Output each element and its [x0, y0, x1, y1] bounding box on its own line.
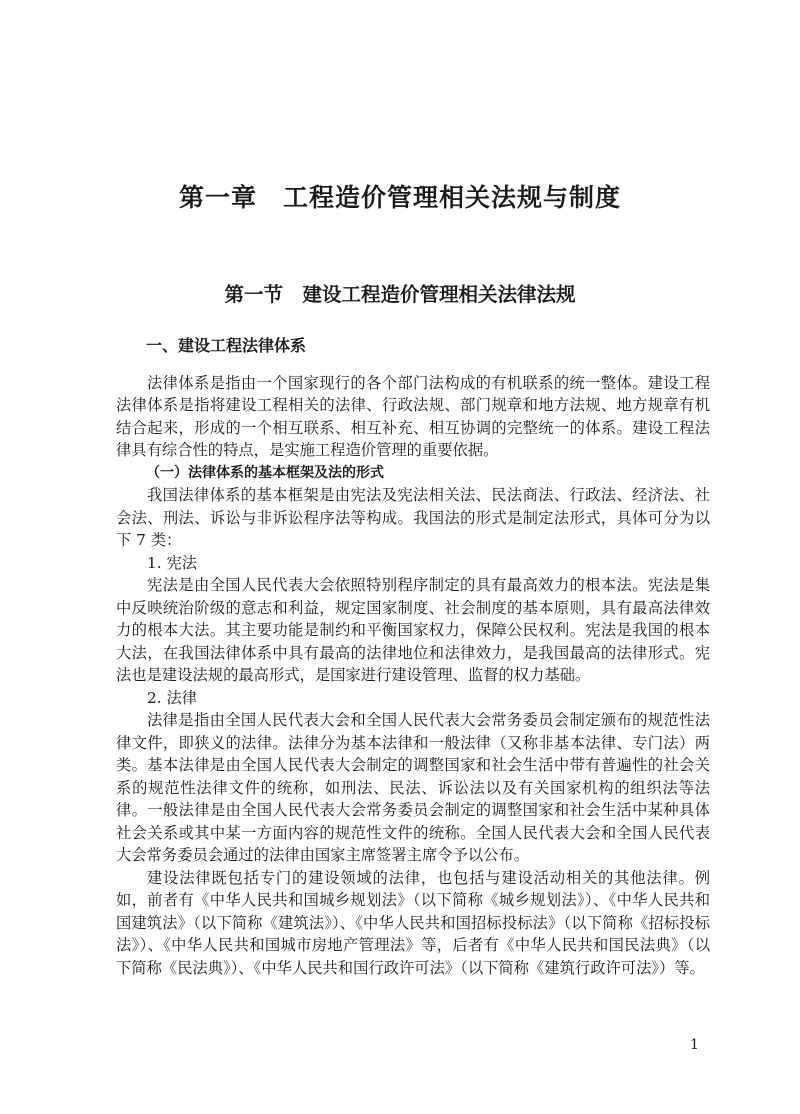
item-law: 2. 法律 [147, 688, 198, 707]
paragraph-construction-law: 建设法律既包括专门的建设领域的法律，也包括与建设活动相关的其他法律。例如，前者有《中华人民共和国城乡规划法》（以下简称《城乡规划法》）、《中华人民共和国建筑法》（以下简称《建筑法》）、《中华人民共和国招标投标法》（以下简称《招标投标法》）、《中华人民共和国城市房地产管理法》等，后者有《中华人民共和国民法典》（以下简称《民法典》）、《中华人民共和国行政许可法》（以下简称《建筑行政许可法》）等。 [116, 868, 710, 977]
subheading-framework: （一）法律体系的基本框架及法的形式 [146, 464, 384, 481]
heading-legal-system: 一、建设工程法律体系 [146, 336, 307, 355]
chapter-title: 第一章 工程造价管理相关法规与制度 [178, 183, 621, 212]
paragraph-intro: 法律体系是指由一个国家现行的各个部门法构成的有机联系的统一整体。建设工程法律体系是指将建设工程相关的法律、行政法规、部门规章和地方法规、地方规章有机结合起来，形成的一个相互联系、相互补充、相互协调的完整统一的体系。建设工程法律具有综合性的特点，是实施工程造价管理的重要依据。 [116, 373, 710, 459]
item-constitution: 1. 宪法 [147, 553, 198, 572]
body-content [116, 335, 710, 979]
section-title: 第一节 建设工程造价管理相关法律法规 [224, 283, 576, 306]
paragraph-law: 法律是指由全国人民代表大会和全国人民代表大会常务委员会制定颁布的规范性法律文件，即狭义的法律。法律分为基本法律和一般法律（又称非基本法律、专门法）两类。基本法律是由全国人民代表大会制定的调整国家和社会生活中带有普遍性的社会关系的规范性法律文件的统称，如刑法、民法、诉讼法以及有关国家机构的组织法等法律。一般法律是由全国人民代表大会常务委员会制定的调整国家和社会生活中某种具体社会关系或其中某一方面内容的规范性文件的统称。全国人民代表大会和全国人民代表大会常务委员会通过的法律由国家主席签署主席令予以公布。 [116, 711, 710, 864]
paragraph-framework: 我国法律体系的基本框架是由宪法及宪法相关法、民法商法、行政法、经济法、社会法、刑法、诉讼与非诉讼程序法等构成。我国法的形式是制定法形式，具体可分为以下 7 类： [116, 486, 710, 549]
page-number: 1 [690, 1037, 699, 1053]
paragraph-constitution: 宪法是由全国人民代表大会依照特别程序制定的具有最高效力的根本法。宪法是集中反映统治阶级的意志和利益，规定国家制度、社会制度的基本原则，具有最高法律效力的根本大法。其主要功能是制约和平衡国家权力，保障公民权利。宪法是我国的根本大法，在我国法律体系中具有最高的法律地位和法律效力，是我国最高的法律形式。宪法也是建设法规的最高形式，是国家进行建设管理、监督的权力基础。 [116, 576, 710, 684]
